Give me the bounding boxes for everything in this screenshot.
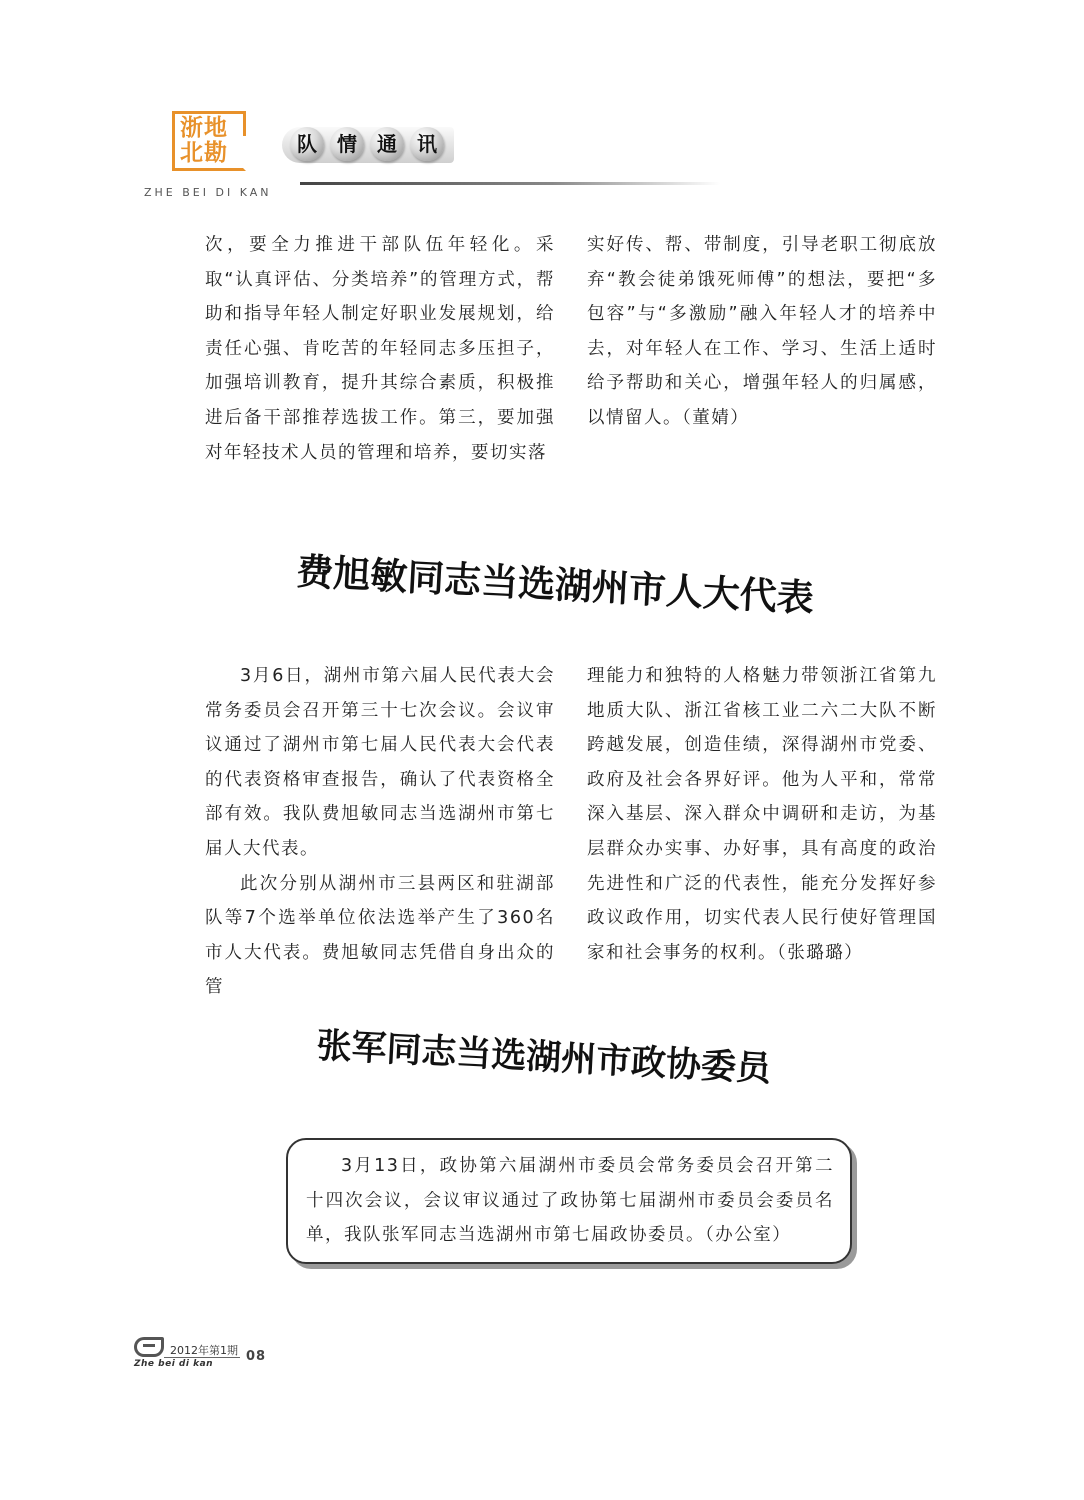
continued-paragraph-left: 次，要全力推进干部队伍年轻化。采取“认真评估、分类培养”的管理方式，帮助和指导年轻人制定好职业发展规划，给责任心强、肯吃苦的年轻同志多压担子，加强培训教育，提升其综合素质，积极推进后备干部推荐选拔工作。第三，要加强对年轻技术人员的管理和培养，要切实落 bbox=[205, 235, 555, 463]
magazine-logo bbox=[172, 111, 250, 175]
footer-issue: 2012年第1期 bbox=[170, 1344, 238, 1357]
article1-text-left bbox=[205, 659, 555, 1005]
column-char-2: 情 bbox=[330, 127, 364, 161]
article1-text-right bbox=[587, 659, 937, 970]
article1-paragraph-2: 此次分别从湖州市三县两区和驻湖部队等7个选举单位依法选举产生了360名市人大代表。费旭敏同志凭借自身出众的管 bbox=[205, 873, 555, 998]
continued-paragraph-right: 实好传、帮、带制度，引导老职工彻底放弃“教会徒弟饿死师傅”的想法，要把“多包容”与“多激励”融入年轻人才的培养中去，对年轻人在工作、学习、生活上适时给予帮助和关心，增强年轻人的归属感，以情留人。（董婧） bbox=[587, 235, 937, 428]
article1-title: 费旭敏同志当选湖州市人大代表 bbox=[295, 548, 815, 621]
footer-divider bbox=[164, 1357, 240, 1358]
column-char-4: 讯 bbox=[410, 127, 444, 161]
article2-title: 张军同志当选湖州市政协委员 bbox=[315, 1024, 773, 1090]
continued-text-right bbox=[587, 228, 937, 436]
column-char-1: 队 bbox=[290, 127, 324, 161]
article1-paragraph-3: 理能力和独特的人格魅力带领浙江省第九地质大队、浙江省核工业二六二大队不断跨越发展，创造佳绩，深得湖州市党委、政府及社会各界好评。他为人平和，常常深入基层、深入群众中调研和走访，为基层群众办实事、办好事，具有高度的政治先进性和广泛的代表性，能充分发挥好参政议政作用，切实代表人民行使好管理国家和社会事务的权利。（张璐璐） bbox=[587, 666, 937, 963]
continued-text-left bbox=[205, 228, 555, 470]
article2-paragraph: 3月13日，政协第六届湖州市委员会常务委员会召开第二十四次会议，会议审议通过了政协第七届湖州市委员会委员名单，我队张军同志当选湖州市第七届政协委员。（办公室） bbox=[306, 1156, 834, 1246]
page-number: 08 bbox=[246, 1349, 267, 1364]
article2-box bbox=[286, 1138, 852, 1264]
logo-text: 浙地北勘 bbox=[180, 114, 228, 166]
article2-text bbox=[306, 1149, 834, 1253]
footer-subtitle: Zhe bei di kan bbox=[134, 1359, 214, 1369]
header-divider bbox=[300, 182, 720, 185]
article1-paragraph-1: 3月6日，湖州市第六届人民代表大会常务委员会召开第三十七次会议。会议审议通过了湖州市第七届人民代表大会代表的代表资格审查报告，确认了代表资格全部有效。我队费旭敏同志当选湖州市第七届人大代表。 bbox=[205, 666, 555, 859]
logo-subtitle: ZHE BEI DI KAN bbox=[144, 186, 272, 199]
column-char-3: 通 bbox=[370, 127, 404, 161]
footer-logo-icon bbox=[134, 1337, 164, 1357]
